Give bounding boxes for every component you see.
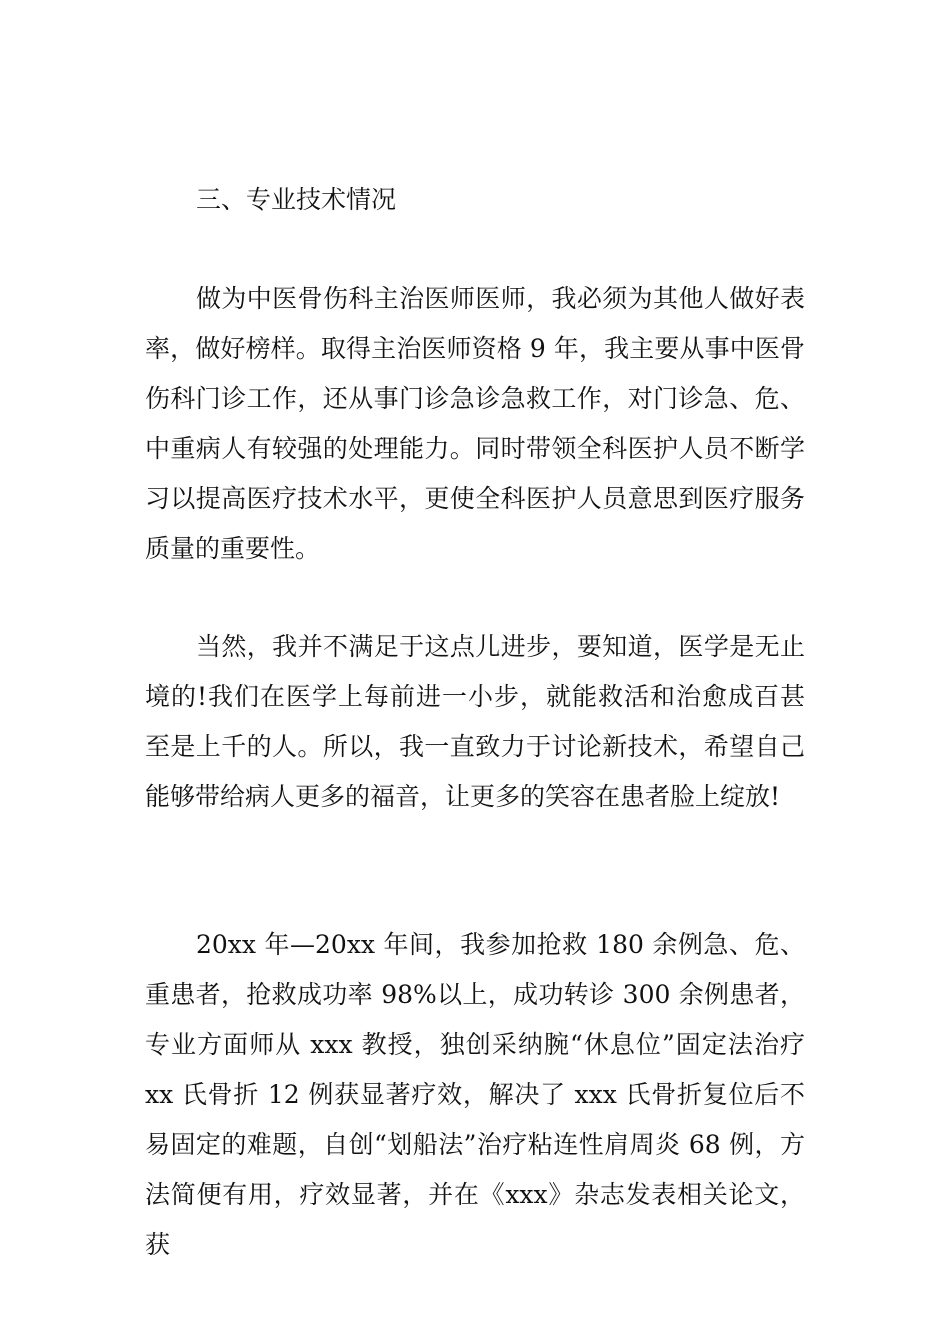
section-heading: 三、专业技术情况 <box>196 185 397 214</box>
paragraph-1: 做为中医骨伤科主治医师医师，我必须为其他人做好表率，做好榜样。取得主治医师资格 9 年，我主要从事中医骨伤科门诊工作，还从事门诊急诊急救工作，对门诊急、危、中重病人有较强的处理能力。同时带领全科医护人员不断学习以提高医疗技术水平，更使全科医护人员意思到医疗服务质量的重要性。 <box>145 284 805 563</box>
paragraph-2: 当然，我并不满足于这点儿进步，要知道，医学是无止境的!我们在医学上每前进一小步，就能救活和治愈成百甚至是上千的人。所以，我一直致力于讨论新技术，希望自己能够带给病人更多的福音，让更多的笑容在患者脸上绽放! <box>145 632 805 811</box>
paragraph-3: 20xx 年—20xx 年间，我参加抢救 180 余例急、危、重患者，抢救成功率 98%以上，成功转诊 300 余例患者，专业方面师从 xxx 教授，独创采纳腕“休息位”固定法治疗 xx 氏骨折 12 例获显著疗效，解决了 xxx 氏骨折复位后不易固定的难题，自创“划船法”治疗粘连性肩周炎 68 例，方法简便有用，疗效显著，并在《xxx》杂志发表相关论文，获 <box>145 930 805 1259</box>
